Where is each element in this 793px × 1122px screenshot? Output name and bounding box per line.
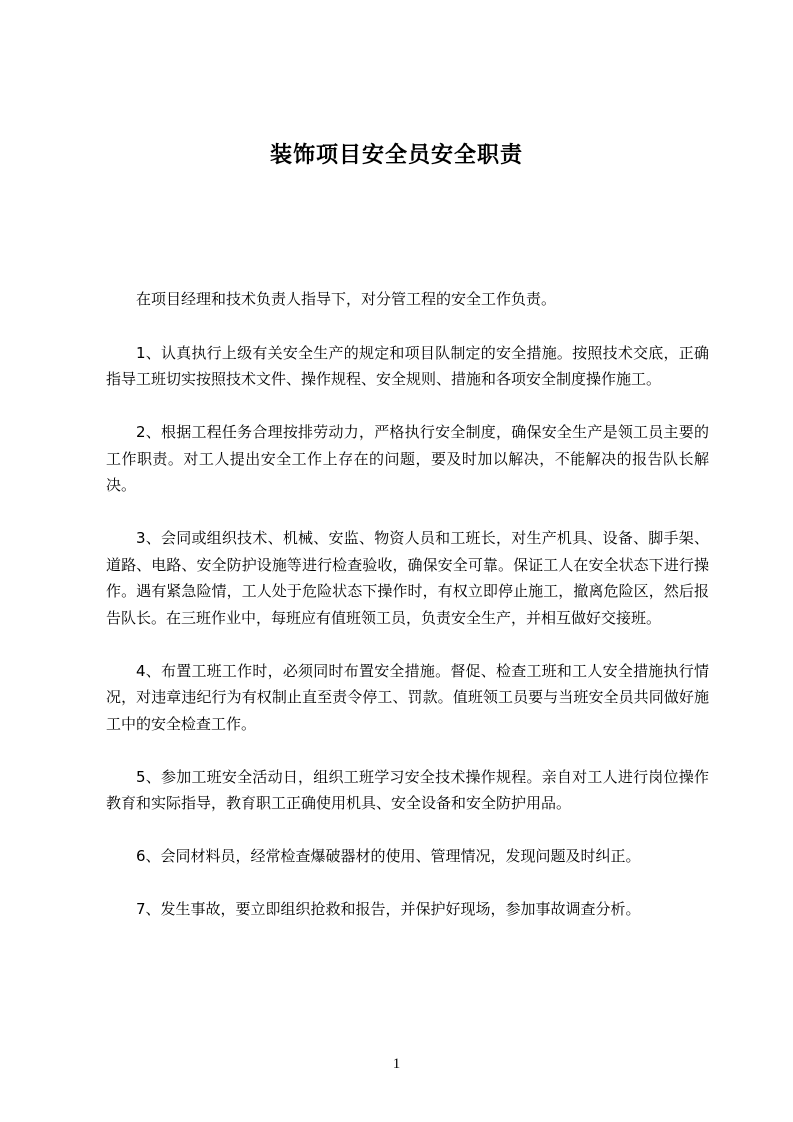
paragraph-item-3: 3、会同或组织技术、机械、安监、物资人员和工班长，对生产机具、设备、脚手架、道路、电路、安全防护设施等进行检查验收，确保安全可靠。保证工人在安全状态下进行操作。遇有紧急险情，工人处于危险状态下操作时，有权立即停止施工，撤离危险区，然后报告队长。在三班作业中，每班应有值班领工员，负责安全生产，并相互做好交接班。: [106, 529, 709, 627]
paragraph-item-4: 4、布置工班工作时，必须同时布置安全措施。督促、检查工班和工人安全措施执行情况，对违章违纪行为有权制止直至责令停工、罚款。值班领工员要与当班安全员共同做好施工中的安全检查工作。: [106, 661, 709, 733]
paragraph-item-2: 2、根据工程任务合理按排劳动力，严格执行安全制度，确保安全生产是领工员主要的工作职责。对工人提出安全工作上存在的问题，要及时加以解决，不能解决的报告队长解决。: [106, 423, 709, 494]
paragraph-intro: 在项目经理和技术负责人指导下，对分管工程的安全工作负责。: [136, 290, 557, 308]
page-number: 1: [392, 1056, 401, 1072]
document-title: 装饰项目安全员安全职责: [269, 143, 523, 168]
paragraph-item-6: 6、会同材料员，经常检查爆破器材的使用、管理情况，发现问题及时纠正。: [136, 847, 641, 865]
paragraph-item-5: 5、参加工班安全活动日，组织工班学习安全技术操作规程。亲自对工人进行岗位操作教育和实际指导，教育职工正确使用机具、安全设备和安全防护用品。: [106, 767, 709, 812]
paragraph-item-1: 1、认真执行上级有关安全生产的规定和项目队制定的安全措施。按照技术交底，正确指导工班切实按照技术文件、操作规程、安全规则、措施和各项安全制度操作施工。: [106, 343, 709, 388]
document-body: [106, 286, 709, 949]
paragraph-item-7: 7、发生事故，要立即组织抢救和报告，并保护好现场，参加事故调查分析。: [136, 900, 641, 918]
